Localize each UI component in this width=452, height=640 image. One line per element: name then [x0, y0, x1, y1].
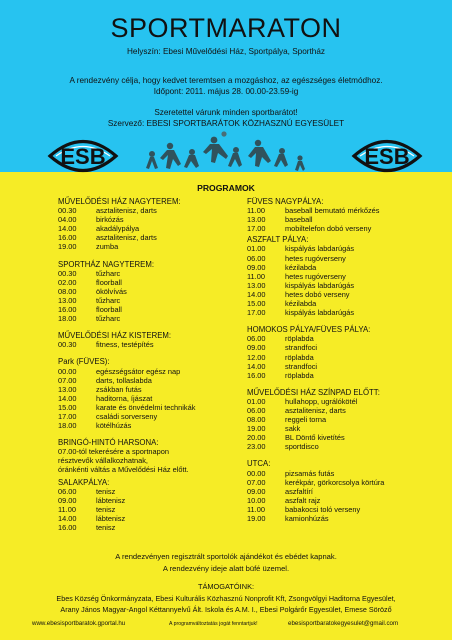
buffet-notice: A rendezvény ideje alatt büfé üzemel. [162, 564, 290, 573]
esb-logo-right [350, 135, 424, 177]
activity: darts, tollaslabda [96, 375, 152, 385]
time: 19.00 [58, 242, 77, 252]
time: 04.00 [58, 215, 77, 225]
schedule-row [58, 394, 238, 403]
time: 01.00 [247, 396, 266, 406]
email-link[interactable]: ebesisportbaratokegyesulet@gmail.com [288, 620, 399, 627]
time: 15.00 [58, 402, 77, 412]
section-heading: Park (FÜVES): [58, 357, 110, 367]
section-heading: HOMOKOS PÁLYA/FÜVES PÁLYA: [247, 325, 371, 335]
schedule-row [58, 287, 238, 296]
schedule-row [247, 487, 407, 496]
website-link[interactable]: www.ebesisportbaratok.gportal.hu [32, 620, 126, 627]
activity: kerékpár, görkorcsolya körtúra [285, 477, 385, 487]
activity: asztalitenisz, darts [96, 206, 157, 216]
welcome-line: Szeretettel várunk minden sportbarátot! [154, 108, 298, 117]
activity: hullahopp, ugrálókötél [285, 396, 358, 406]
time: 16.00 [58, 523, 77, 532]
activity: strandfoci [285, 343, 318, 353]
time: 09.00 [247, 486, 266, 496]
activity: sakk [285, 424, 301, 434]
time: 09.00 [247, 343, 266, 353]
schedule-row [58, 496, 238, 505]
activity: lábtenisz [96, 513, 126, 523]
schedule-row [58, 505, 238, 514]
schedule-row [58, 412, 238, 421]
schedule-row [58, 305, 238, 314]
schedule-row [247, 272, 407, 281]
schedule-section [58, 260, 238, 324]
time: 14.00 [247, 289, 266, 299]
activity: asztalitenisz, darts [285, 405, 346, 415]
activity: röplabda [285, 334, 314, 344]
time: 16.00 [58, 233, 77, 243]
time: 14.00 [58, 224, 77, 234]
schedule-row [247, 263, 407, 272]
schedule-row [247, 290, 407, 299]
poster-title: SPORTMARATON [110, 13, 342, 43]
time: 07.00 [58, 375, 77, 385]
activity: kézilabda [285, 262, 317, 272]
time: 13.00 [247, 280, 266, 290]
schedule-row [58, 523, 238, 532]
right-schedule-column [247, 195, 407, 523]
schedule-section [58, 197, 238, 252]
schedule-row [247, 397, 407, 406]
activity: tenisz [96, 523, 116, 532]
organizer-line: Szervező: EBESI SPORTBARÁTOK KÖZHASZNÚ EGYESÜLET [107, 119, 345, 128]
schedule-row [247, 254, 407, 263]
programs-heading: PROGRAMOK [197, 183, 255, 193]
activity: karate és önvédelmi technikák [96, 402, 196, 412]
time: 13.00 [247, 215, 266, 225]
schedule-section [58, 357, 238, 430]
activity: tűzharc [96, 268, 121, 278]
activity: hetes rugóverseny [285, 253, 346, 263]
schedule-row [58, 376, 238, 385]
activity: röplabda [285, 370, 314, 380]
activity: tenisz [96, 504, 116, 514]
activity: tűzharc [96, 295, 121, 305]
purpose-line: A rendezvény célja, hogy kedvet teremtsen a mozgáshoz, az egészséges életmódhoz. [69, 76, 383, 85]
activity: lábtenisz [96, 495, 126, 505]
activity: aszfalt rajz [285, 495, 321, 505]
activity: kispályás labdarúgás [285, 280, 355, 290]
schedule-row [247, 514, 407, 523]
section-heading: SALAKPÁLYA: [58, 477, 110, 487]
sponsors-list-line: Ebes Község Önkormányzata, Ebesi Kulturális Közhasznú Nonprofit Kft, Zsongvölgyi Haditorna Egyesület, [56, 594, 396, 603]
schedule-row [247, 371, 407, 380]
activity: hetes rugóverseny [285, 271, 346, 281]
time: 19.00 [247, 514, 266, 523]
schedule-row [58, 421, 238, 430]
time: 00.00 [58, 366, 77, 376]
time: 06.00 [247, 334, 266, 344]
time: 11.00 [247, 206, 265, 216]
time: 08.00 [247, 415, 266, 425]
activity: aszfaltírí [285, 486, 313, 496]
schedule-section [247, 235, 407, 317]
activity: birkózás [96, 215, 124, 225]
schedule-section [58, 438, 238, 474]
schedule-row [58, 487, 238, 496]
schedule-row [247, 215, 407, 224]
section-note: óránkénti váltás a Művelődési Ház előtt. [58, 465, 189, 475]
schedule-row [247, 343, 407, 352]
schedule-row [247, 442, 407, 451]
time: 06.00 [247, 405, 266, 415]
schedule-row [247, 299, 407, 308]
venue-line: Helyszín: Ebesi Művelődési Ház, Sportpálya, Sportház [127, 47, 325, 56]
activity: kispályás labdarúgás [285, 308, 355, 318]
activity: ökölvívás [96, 286, 127, 296]
schedule-row [247, 433, 407, 442]
section-heading: BRINGÓ-HINTÓ HARSONA: [58, 438, 159, 448]
activity: sportdisco [285, 442, 319, 452]
schedule-section [247, 197, 407, 233]
esb-logo-left [46, 135, 120, 177]
sponsors-heading: TÁMOGATÓINK: [197, 582, 255, 591]
section-heading: ASZFALT PÁLYA: [247, 235, 309, 245]
time: 17.00 [58, 411, 77, 421]
sponsors-list-line: Arany János Magyar-Angol Kéttannyelvű Ált. Iskola és A.M. I., Ebesi Polgárőr Egyesület, Emese Söröző [60, 605, 392, 614]
activity: reggeli torna [285, 415, 327, 425]
schedule-row [247, 406, 407, 415]
section-note: résztvevők vállalkozhatnak, [58, 456, 148, 466]
left-schedule-column [58, 195, 238, 532]
time: 01.00 [247, 244, 266, 254]
time: 08.00 [58, 286, 77, 296]
time: 13.00 [58, 295, 77, 305]
schedule-row [58, 403, 238, 412]
schedule-section [247, 325, 407, 380]
time: 18.00 [58, 314, 77, 324]
time: 14.00 [58, 513, 77, 523]
activity: tűzharc [96, 314, 121, 324]
schedule-row [247, 308, 407, 317]
section-heading: MŰVELŐDÉSI HÁZ NAGYTEREM: [58, 197, 181, 206]
time: 17.00 [247, 308, 266, 318]
date-line: Időpont: 2011. május 28. 00.00-23.59-ig [153, 87, 299, 96]
time: 00.30 [58, 340, 77, 350]
activity: floorball [96, 305, 122, 315]
time: 10.00 [247, 495, 266, 505]
time: 02.00 [58, 277, 77, 287]
section-note: 07.00-tól tekerésére a sportnapon [58, 447, 169, 457]
time: 19.00 [247, 424, 266, 434]
schedule-row [58, 340, 238, 349]
time: 09.00 [58, 495, 77, 505]
activity: baseball bemutató mérkőzés [285, 206, 380, 216]
section-heading: MŰVELŐDÉSI HÁZ SZÍNPAD ELŐTT: [247, 387, 380, 397]
gift-notice: A rendezvényen regisztrált sportolók ajándékot és ebédet kapnak. [115, 552, 337, 561]
time: 15.00 [247, 299, 266, 309]
time: 14.00 [58, 393, 77, 403]
schedule-row [58, 296, 238, 305]
activity: floorball [96, 277, 122, 287]
activity: babakocsi toló verseny [285, 504, 361, 514]
time: 00.00 [247, 468, 266, 478]
schedule-section [247, 388, 407, 452]
schedule-row [58, 385, 238, 394]
section-heading: FÜVES NAGYPÁLYA: [247, 197, 324, 206]
activity: mobiltelefon dobó verseny [285, 224, 372, 234]
time: 11.00 [247, 504, 265, 514]
svg-text:ESB: ESB [60, 144, 106, 169]
schedule-row [58, 242, 238, 251]
section-heading: MŰVELŐDÉSI HÁZ KISTEREM: [58, 331, 172, 341]
section-heading: SPORTHÁZ NAGYTEREM: [58, 259, 155, 269]
time: 06.00 [58, 486, 77, 496]
activity: kispályás labdarúgás [285, 244, 355, 254]
activity: röplabda [285, 352, 314, 362]
schedule-row [247, 362, 407, 371]
schedule-row [247, 505, 407, 514]
schedule-row [247, 334, 407, 343]
schedule-row [247, 281, 407, 290]
section-heading: UTCA: [247, 459, 271, 469]
schedule-row [247, 496, 407, 505]
schedule-row [247, 353, 407, 362]
activity: akadálypálya [96, 224, 140, 234]
activity: egészségsátor egész nap [96, 366, 181, 376]
schedule-row [58, 233, 238, 242]
activity: családi sorverseny [96, 411, 158, 421]
schedule-section [247, 459, 407, 523]
athlete-silhouettes-icon [140, 128, 310, 176]
activity: haditorna, íjászat [96, 393, 153, 403]
time: 11.00 [58, 504, 76, 514]
schedule-row [58, 224, 238, 233]
time: 07.00 [247, 477, 266, 487]
activity: zumba [96, 242, 119, 252]
time: 17.00 [247, 224, 266, 234]
rights-notice: A programváltoztatás jogát fenntartjuk! [169, 621, 258, 627]
schedule-row [247, 424, 407, 433]
activity: tenisz [96, 486, 116, 496]
time: 14.00 [247, 361, 266, 371]
activity: baseball [285, 215, 313, 225]
time: 13.00 [58, 384, 77, 394]
activity: kötélhúzás [96, 421, 132, 431]
time: 20.00 [247, 433, 266, 443]
schedule-section [58, 478, 238, 533]
svg-text:ESB: ESB [364, 144, 410, 169]
time: 09.00 [247, 262, 266, 272]
schedule-row [58, 269, 238, 278]
activity: strandfoci [285, 361, 318, 371]
schedule-row [247, 478, 407, 487]
time: 12.00 [247, 352, 266, 362]
activity: kézilabda [285, 299, 317, 309]
time: 00.30 [58, 206, 77, 216]
schedule-row [247, 469, 407, 478]
schedule-section [58, 331, 238, 349]
activity: hetes dobó verseny [285, 289, 350, 299]
schedule-row [247, 224, 407, 233]
activity: asztalitenisz, darts [96, 233, 157, 243]
schedule-row [58, 215, 238, 224]
time: 00.30 [58, 268, 77, 278]
schedule-row [247, 415, 407, 424]
schedule-row [247, 244, 407, 253]
schedule-row [58, 278, 238, 287]
schedule-row [247, 206, 407, 215]
schedule-row [58, 514, 238, 523]
activity: pizsamás futás [285, 468, 335, 478]
activity: kamionhúzás [285, 514, 329, 523]
schedule-row [58, 367, 238, 376]
activity: zsákban futás [96, 384, 142, 394]
schedule-row [58, 314, 238, 323]
time: 16.00 [58, 305, 77, 315]
activity: fitness, testépítés [96, 340, 154, 350]
time: 06.00 [247, 253, 266, 263]
time: 23.00 [247, 442, 266, 452]
time: 11.00 [247, 271, 265, 281]
schedule-row [58, 206, 238, 215]
time: 18.00 [58, 421, 77, 431]
time: 16.00 [247, 370, 266, 380]
activity: BL Döntő kivetítés [285, 433, 345, 443]
